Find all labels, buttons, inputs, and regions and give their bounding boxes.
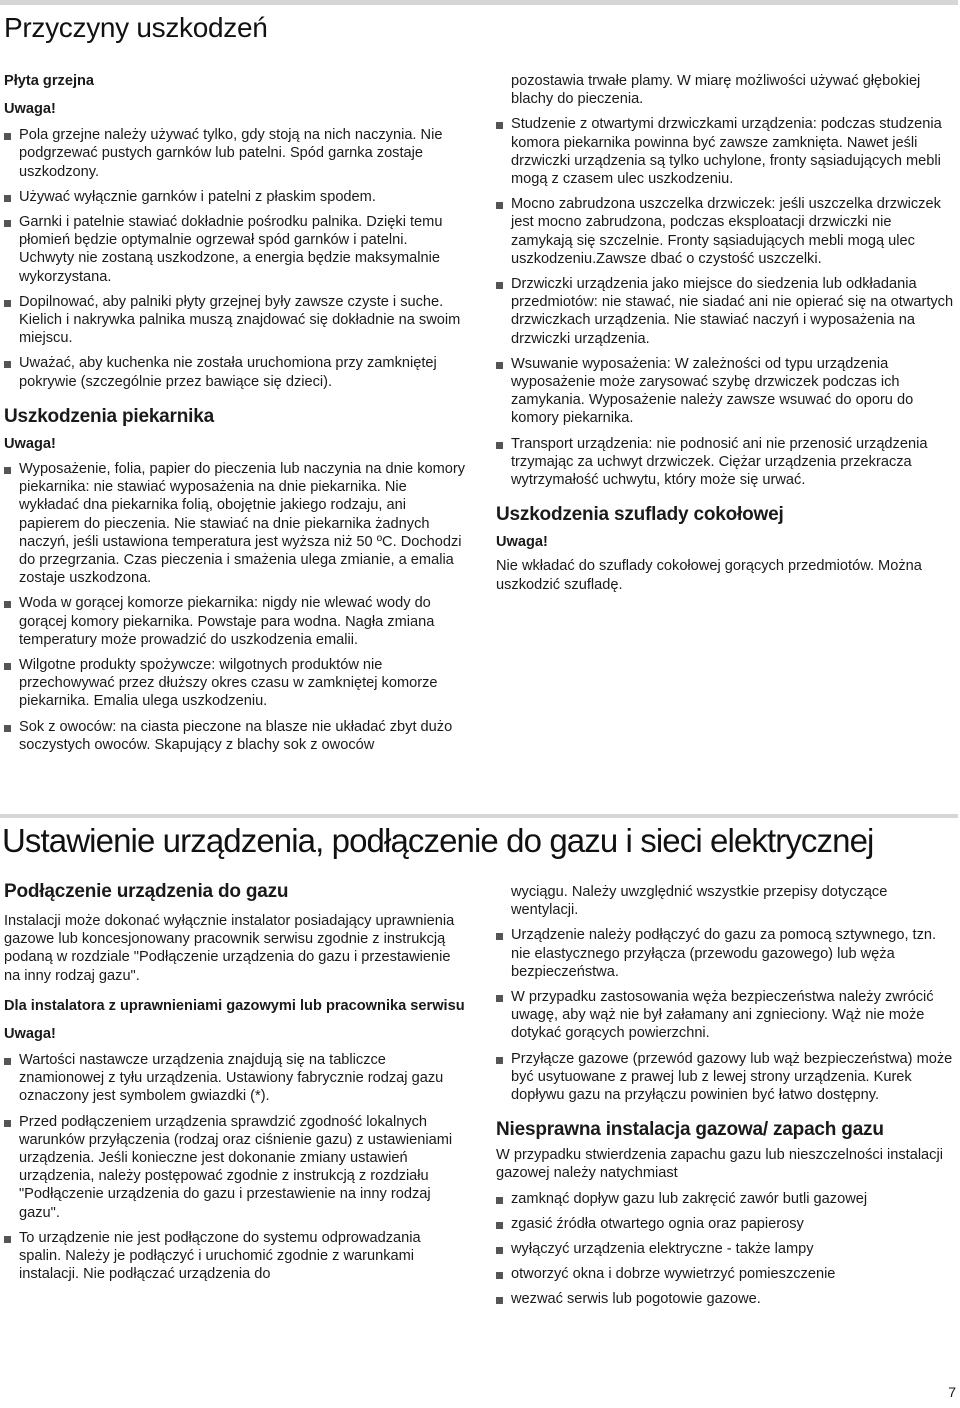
list-item: Transport urządzenia: nie podnosić ani nie przenosić urządzenia trzymając za uchwyt drzwiczek. Ciężar urządzenia przekracza wytrzymałość uchwytu, który może się urwać. [496, 435, 956, 490]
list-item: Urządzenie należy podłączyć do gazu za pomocą sztywnego, tzn. nie elastycznego przyłącza (przewodu gazowego) lub węża bezpieczeństwa. [496, 926, 956, 981]
list-item: Przyłącze gazowe (przewód gazowy lub wąż bezpieczeństwa) może być usytuowane z prawej lub z lewej strony urządzenia. Kurek dopływu gazu na przyłączu powinien być łatwo dostępny. [496, 1050, 956, 1105]
list-item: otworzyć okna i dobrze wywietrzyć pomieszczenie [496, 1265, 956, 1283]
list-item: Wartości nastawcze urządzenia znajdują się na tabliczce znamionowej z tyłu urządzenia. Ustawiony fabrycznie rodzaj gazu oznaczony jest symbolem gwiazdki (*). [4, 1051, 466, 1106]
list-item: wyłączyć urządzenia elektryczne - także lampy [496, 1240, 956, 1258]
right-column-damage [496, 72, 956, 594]
section-title-damage: Przyczyny uszkodzeń [4, 12, 268, 43]
gas-list [4, 1051, 466, 1283]
hob-list [4, 126, 466, 391]
gas-intro: Instalacji może dokonać wyłącznie instalator posiadający uprawnienia gazowe lub koncesjonowany pracownik serwisu zgodnie z instrukcją podaną w rozdziale "Podłączenie urządzenia do gazu i przestawienie na inny rodzaj gazu". [4, 913, 455, 984]
oven-list [4, 460, 466, 754]
hob-warning: Uwaga! [4, 101, 56, 117]
list-item: Sok z owoców: na ciasta pieczone na blasze nie układać zbyt dużo soczystych owoców. Skapujący z blachy sok z owoców [4, 718, 466, 754]
page-number: 7 [948, 1384, 956, 1400]
list-item: wezwać serwis lub pogotowie gazowe. [496, 1290, 956, 1308]
gas-connection-heading: Podłączenie urządzenia do gazu [4, 881, 289, 902]
hob-heading: Płyta grzejna [4, 73, 95, 89]
list-item: Pola grzejne należy używać tylko, gdy stoją na nich naczynia. Nie podgrzewać pustych garnków lub patelni. Spód garnka zostaje uszkodzony. [4, 126, 466, 181]
list-item: Wilgotne produkty spożywcze: wilgotnych produktów nie przechowywać przez dłuższy okres czasu w zamkniętej komorze piekarnika. Emalia ulega uszkodzeniu. [4, 656, 466, 711]
list-item: Garnki i patelnie stawiać dokładnie pośrodku palnika. Dzięki temu płomień będzie optymalnie ogrzewał spód garnków i patelni. Uchwyty nie zostaną uszkodzone, a energia będzie maksymalnie wykorzystana. [4, 213, 466, 286]
top-rule [0, 0, 958, 5]
list-item: zgasić źródła otwartego ognia oraz papierosy [496, 1215, 956, 1233]
oven-heading: Uszkodzenia piekarnika [4, 405, 214, 427]
list-item: zamknąć dopływ gazu lub zakręcić zawór butli gazowej [496, 1190, 956, 1208]
right-column-installation [496, 883, 956, 1309]
list-item: W przypadku zastosowania węża bezpieczeństwa należy zwrócić uwagę, aby wąż nie był załamany ani zgnieciony. Wąż nie może dotykać gorących powierzchni. [496, 988, 956, 1043]
oven-continued-text: pozostawia trwałe plamy. W miarę możliwości używać głębokiej blachy do pieczenia. [511, 73, 921, 108]
list-item: Przed podłączeniem urządzenia sprawdzić zgodność lokalnych warunków przyłączenia (rodzaj oraz ciśnienie gazu) z ustawieniami urządzenia. Jeśli konieczne jest dokonanie zmiany ustawień urządzenia, należy postępować zgodnie z instrukcją z rozdziału "Podłączenie urządzenia do gazu i przestawienie na inny rodzaj gazu". [4, 1113, 466, 1222]
list-item: Drzwiczki urządzenia jako miejsce do siedzenia lub odkładania przedmiotów: nie stawać, nie siadać ani nie opierać się na otwartych drzwiczkach urządzenia. Nie stawiać naczyń i wyposażenia na drzwiczki urządzenia. [496, 275, 956, 348]
gas-continued-text: wyciągu. Należy uwzględnić wszystkie przepisy dotyczące wentylacji. [511, 884, 888, 919]
section-rule [0, 814, 958, 818]
gas-leak-intro: W przypadku stwierdzenia zapachu gazu lub nieszczelności instalacji gazowej należy natychmiast [496, 1147, 943, 1182]
list-item: Studzenie z otwartymi drzwiczkami urządzenia: podczas studzenia komora piekarnika powinna być zawsze zamknięta. Nawet jeśli drzwiczki urządzenia są tylko uchylone, fronty sąsiadujących mebli mogą z czasem ulec uszkodzeniu. [496, 115, 956, 188]
installer-subheading: Dla instalatora z uprawnieniami gazowymi lub pracownika serwisu [4, 997, 465, 1014]
list-item: Mocno zabrudzona uszczelka drzwiczek: jeśli uszczelka drzwiczek jest mocno zabrudzona, podczas eksploatacji drzwiczki nie zamykają się szczelnie. Fronty sąsiadujących mebli mogą ulec uszkodzeniu.Zawsze dbać o czystość uszczelki. [496, 195, 956, 268]
oven-list-continued [496, 115, 956, 489]
left-column-installation [4, 880, 466, 1283]
list-item: To urządzenie nie jest podłączone do systemu odprowadzania spalin. Należy je podłączyć i uruchomić zgodnie z warunkami instalacji. Nie podłączać urządzenia do [4, 1229, 466, 1284]
drawer-text: Nie wkładać do szuflady cokołowej gorących przedmiotów. Można uszkodzić szufladę. [496, 558, 922, 593]
oven-warning: Uwaga! [4, 435, 56, 452]
gas-list-continued [496, 926, 956, 1104]
left-column-damage [4, 72, 466, 754]
list-item: Uważać, aby kuchenka nie została uruchomiona przy zamkniętej pokrywie (szczególnie przez bawiące się dzieci). [4, 354, 466, 390]
drawer-heading: Uszkodzenia szuflady cokołowej [496, 504, 784, 526]
list-item: Wyposażenie, folia, papier do pieczenia lub naczynia na dnie komory piekarnika: nie stawiać wyposażenia na dnie piekarnika. Nie wykładać dna piekarnika folią, obojętnie jakiego rodzaju, ani papierem do pieczenia. Nie stawiać na dnie piekarnika żadnych naczyń, jeśli ustawiona temperatura jest wyższa niż 50 ºC. Dochodzi do przegrzania. Czas pieczenia i smażenia ulega zmianie, a emalia zostaje uszkodzona. [4, 460, 466, 587]
list-item: Dopilnować, aby palniki płyty grzejnej były zawsze czyste i suche. Kielich i nakrywka palnika muszą znajdować się dokładnie na swoim miejscu. [4, 293, 466, 348]
drawer-warning: Uwaga! [496, 534, 548, 551]
list-item: Wsuwanie wyposażenia: W zależności od typu urządzenia wyposażenie może zarysować szybę drzwiczek podczas ich zamykania. Wyposażenie należy zawsze wsuwać do oporu do komory piekarnika. [496, 355, 956, 428]
list-item: Woda w gorącej komorze piekarnika: nigdy nie wlewać wody do gorącej komory piekarnika. Powstaje para wodna. Nagła zmiana temperatury może prowadzić do uszkodzenia emalii. [4, 594, 466, 649]
section-title-installation: Ustawienie urządzenia, podłączenie do gazu i sieci elektrycznej [2, 822, 874, 859]
gas-leak-heading: Niesprawna instalacja gazowa/ zapach gazu [496, 1119, 884, 1141]
gas-leak-list [496, 1190, 956, 1309]
list-item: Używać wyłącznie garnków i patelni z płaskim spodem. [4, 188, 466, 206]
gas-warning: Uwaga! [4, 1025, 56, 1042]
